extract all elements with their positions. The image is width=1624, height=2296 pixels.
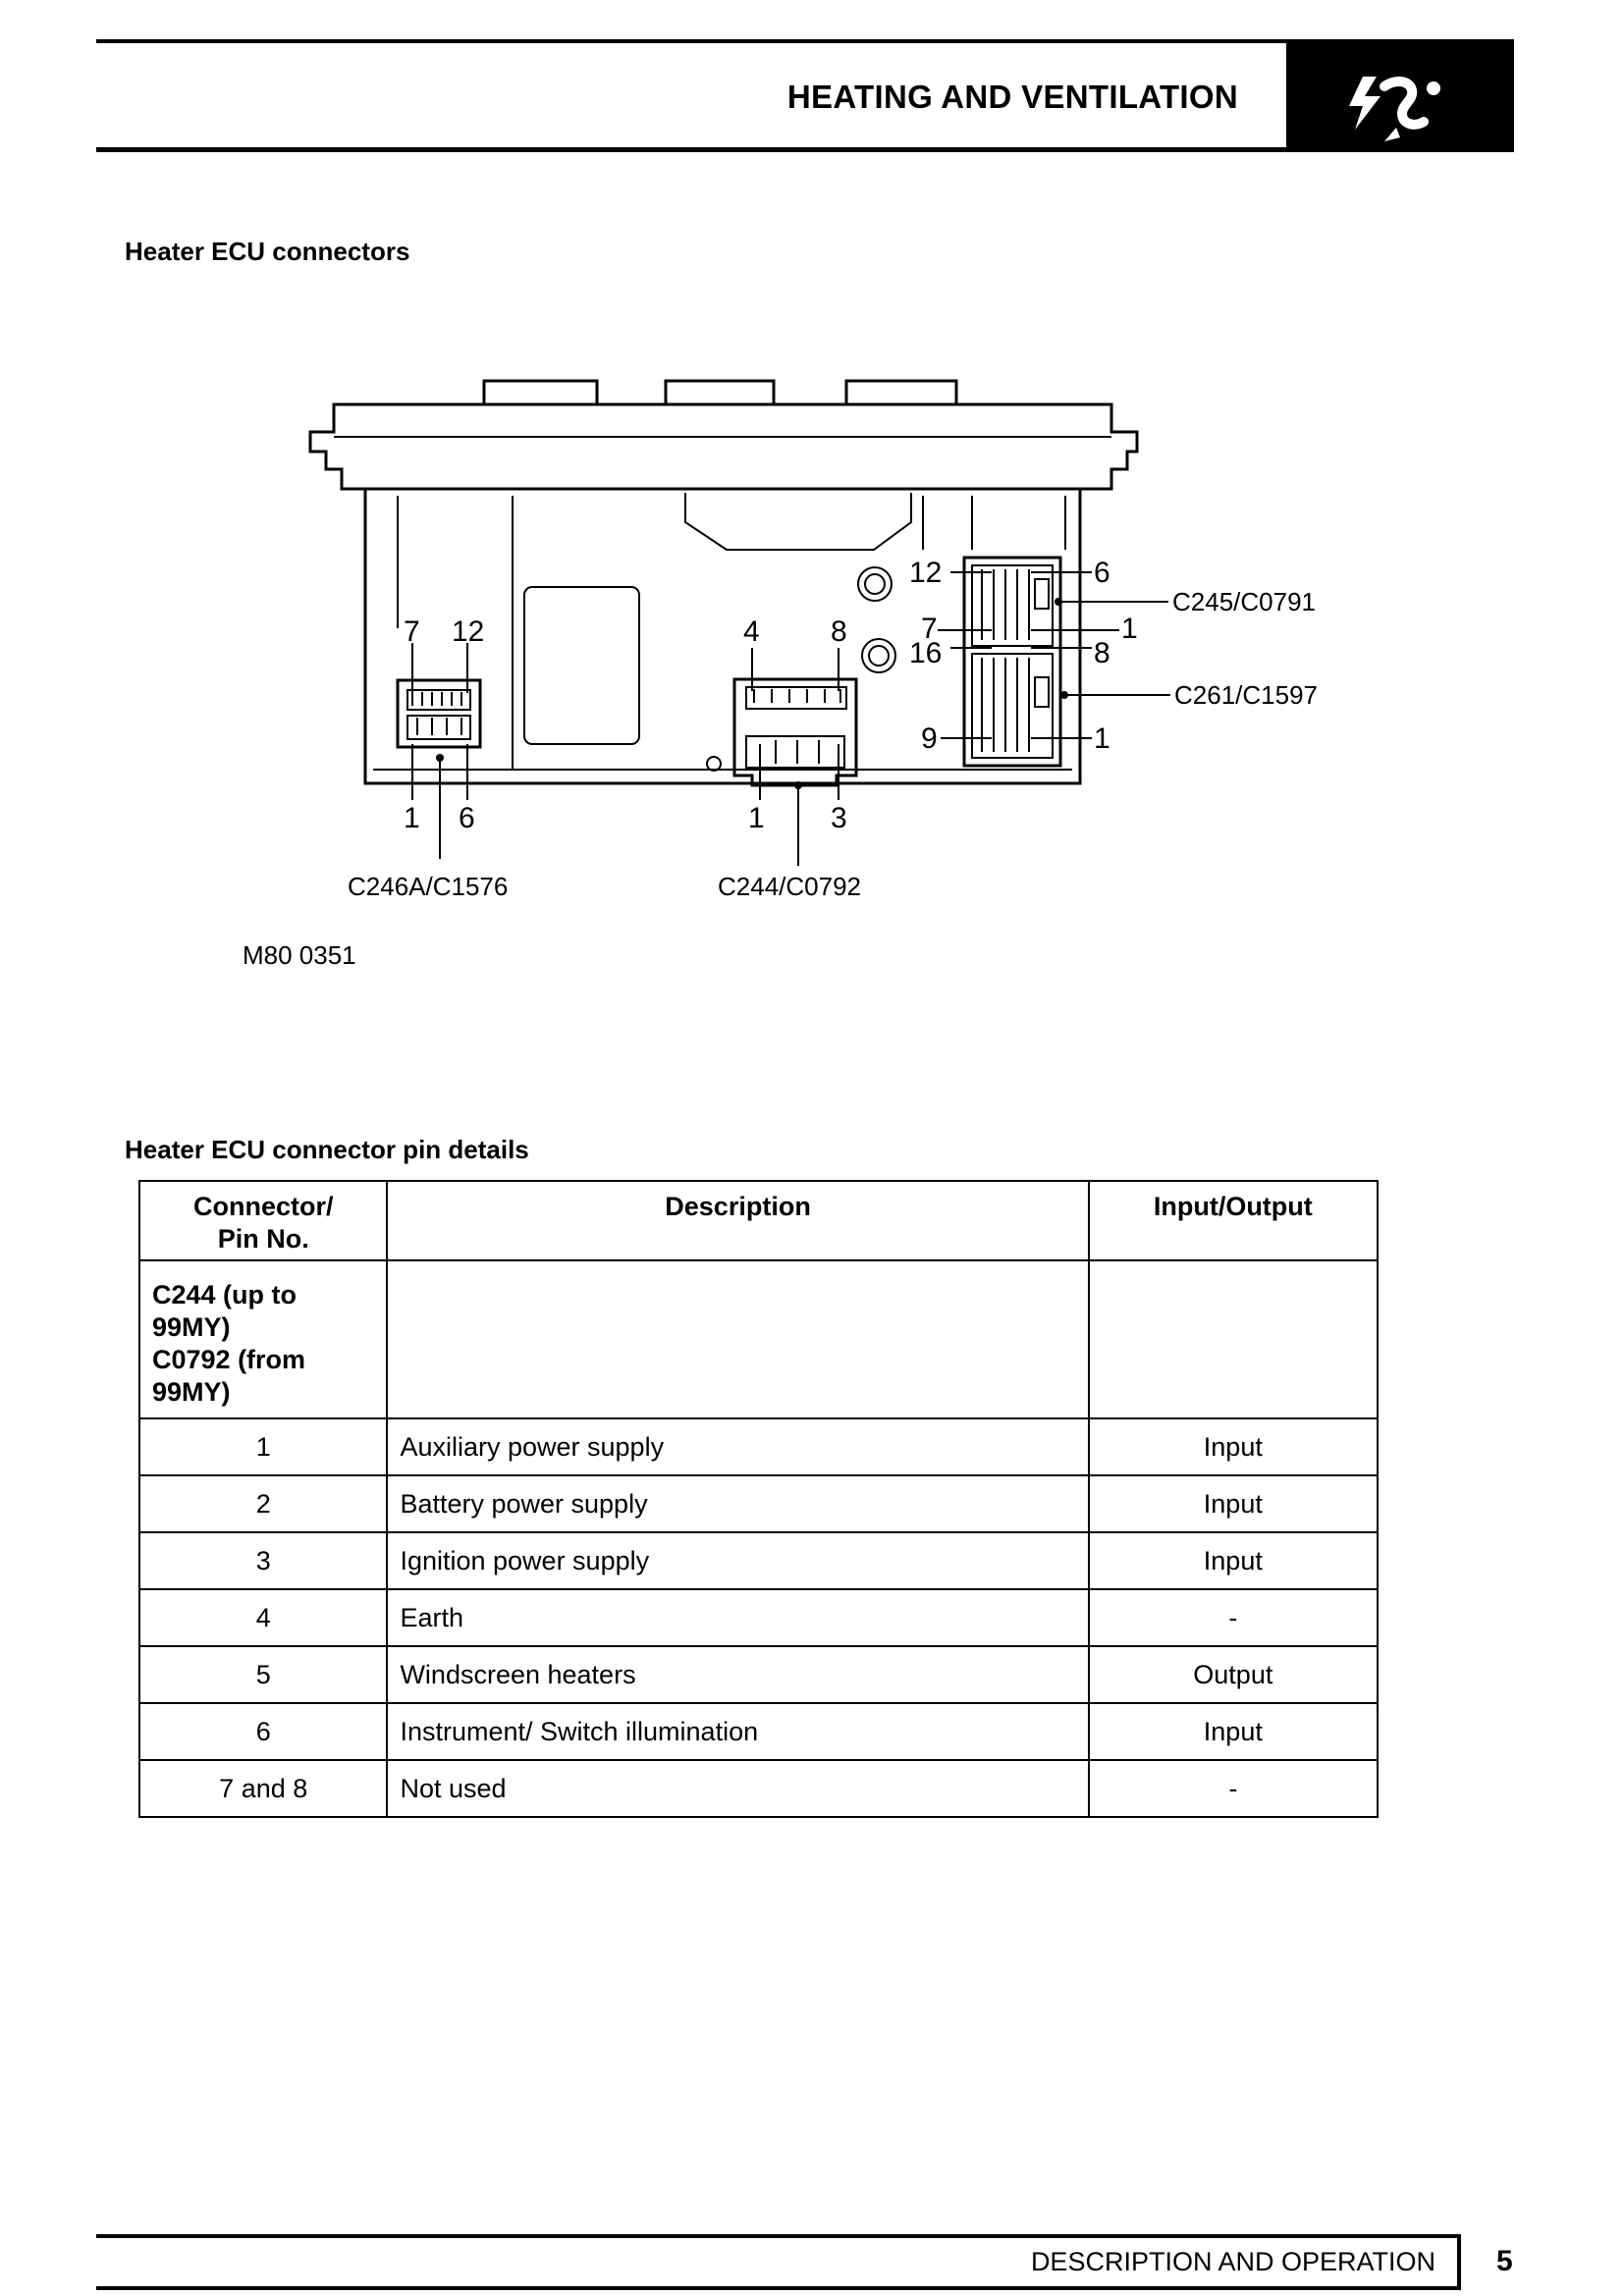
io-cell: Input	[1089, 1532, 1378, 1589]
footer-rule-bottom	[96, 2286, 1461, 2290]
pin-label: 3	[831, 802, 847, 834]
pin-number-cell: 1	[139, 1418, 387, 1475]
description-cell: Instrument/ Switch illumination	[387, 1703, 1088, 1760]
footer-section-title: DESCRIPTION AND OPERATION	[1030, 2247, 1435, 2276]
page-number: 5	[1496, 2245, 1513, 2277]
description-cell: Windscreen heaters	[387, 1646, 1088, 1703]
table-row	[139, 1532, 1378, 1589]
column-header-connector: Connector/ Pin No.	[139, 1181, 387, 1260]
pin-label: 12	[909, 557, 943, 589]
footer-rule-top	[96, 2234, 1461, 2238]
pin-label: 7	[921, 613, 938, 645]
pin-label: 6	[1094, 557, 1110, 589]
pin-label: 12	[452, 615, 485, 648]
ecu-fascia	[310, 404, 1137, 489]
pin-label: 1	[1094, 722, 1110, 755]
io-cell: Output	[1089, 1646, 1378, 1703]
io-cell: Input	[1089, 1703, 1378, 1760]
pin-label: 1	[748, 802, 765, 834]
ecu-connector-diagram	[0, 0, 1624, 923]
pin-number-cell: 5	[139, 1646, 387, 1703]
connector-label-c261: C261/C1597	[1174, 680, 1318, 710]
pin-details-table	[138, 1180, 1379, 1818]
ecu-top-tab	[666, 381, 774, 404]
section-connector-label: C244 (up to 99MY) C0792 (from 99MY)	[139, 1260, 387, 1418]
section-heading-connectors: Heater ECU connectors	[125, 237, 410, 266]
pin-label: 8	[831, 615, 847, 648]
table-row	[139, 1589, 1378, 1646]
pin-number-cell: 4	[139, 1589, 387, 1646]
pin-label: 8	[1094, 637, 1110, 669]
column-header-description: Description	[387, 1181, 1088, 1260]
pin-label: 9	[921, 722, 938, 755]
table-header-row	[139, 1181, 1378, 1260]
figure-reference: M80 0351	[243, 940, 356, 970]
table-section-row	[139, 1260, 1378, 1418]
table-row	[139, 1646, 1378, 1703]
description-cell: Earth	[387, 1589, 1088, 1646]
pin-number-cell: 3	[139, 1532, 387, 1589]
description-cell: Auxiliary power supply	[387, 1418, 1088, 1475]
connector-c245-c261	[964, 558, 1060, 766]
description-cell: Not used	[387, 1760, 1088, 1817]
pin-label: 6	[459, 802, 475, 834]
pin-label: 7	[404, 615, 420, 648]
pin-label: 16	[909, 637, 943, 669]
pin-label: 4	[743, 615, 760, 648]
table-row	[139, 1703, 1378, 1760]
pin-number-cell: 6	[139, 1703, 387, 1760]
table-row	[139, 1475, 1378, 1532]
io-cell: -	[1089, 1589, 1378, 1646]
connector-label-c245: C245/C0791	[1172, 587, 1316, 616]
io-cell: Input	[1089, 1475, 1378, 1532]
ecu-top-tab	[846, 381, 956, 404]
io-cell: Input	[1089, 1418, 1378, 1475]
connector-label-c244: C244/C0792	[718, 872, 861, 901]
footer-divider	[1457, 2234, 1461, 2290]
ecu-top-tab	[484, 381, 597, 404]
pin-label: 1	[1121, 613, 1138, 645]
description-cell: Battery power supply	[387, 1475, 1088, 1532]
table-row	[139, 1418, 1378, 1475]
table-row	[139, 1760, 1378, 1817]
connector-label-c246a: C246A/C1576	[348, 872, 509, 901]
description-cell: Ignition power supply	[387, 1532, 1088, 1589]
pin-label: 1	[404, 802, 420, 834]
page-header-title: HEATING AND VENTILATION	[786, 79, 1238, 115]
column-header-io: Input/Output	[1089, 1181, 1378, 1260]
pin-number-cell: 2	[139, 1475, 387, 1532]
io-cell: -	[1089, 1760, 1378, 1817]
section-heading-pin-details: Heater ECU connector pin details	[125, 1135, 529, 1164]
pin-number-cell: 7 and 8	[139, 1760, 387, 1817]
connector-c245	[972, 565, 1053, 646]
